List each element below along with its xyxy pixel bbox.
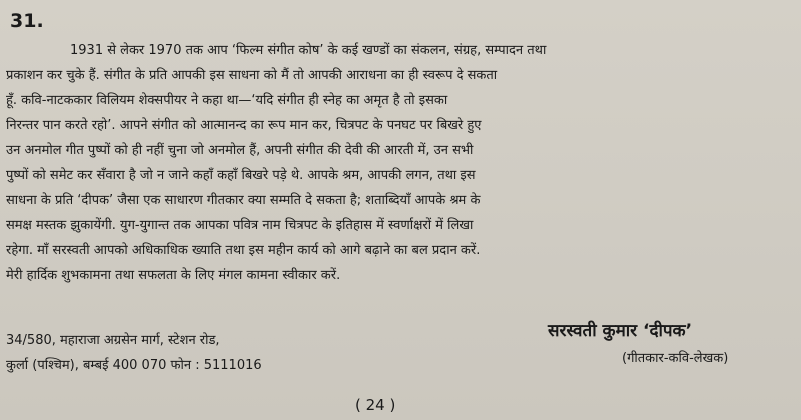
signature-role: (गीतकार-कवि-लेखक) <box>622 351 729 366</box>
letter-line: पुष्पों को समेट कर सँवारा है जो न जाने कहाँ कहाँ बिखरे पड़े थे. आपके श्रम, आपकी लगन, तथा इस <box>6 168 476 183</box>
letter-line: प्रकाशन कर चुके हैं. संगीत के प्रति आपकी इस साधना को मैं तो आपकी आराधना का ही स्वरूप दे सकता <box>6 68 498 83</box>
letter-line: साधना के प्रति ‘दीपक’ जैसा एक साधारण गीतकार क्या सम्मति दे सकता है; शताब्दियाँ आपके श्रम के <box>6 193 481 208</box>
letter-line: 1931 से लेकर 1970 तक आप ‘फिल्म संगीत कोष’ के कई खण्डों का संकलन, संग्रह, सम्पादन तथा <box>70 43 547 58</box>
address-line: कुर्ला (पश्चिम), बम्बई 400 070 फोन : 5111016 <box>6 358 262 373</box>
letter-line: हूँ. कवि-नाटककार विलियम शेक्सपीयर ने कहा था—‘यदि संगीत ही स्नेह का अमृत है तो इसका <box>6 93 448 108</box>
letter-line: उन अनमोल गीत पुष्पों को ही नहीं चुना जो अनमोल हैं, अपनी संगीत की देवी की आरती में, उन सभी <box>6 143 474 158</box>
letter-line: समक्ष मस्तक झुकायेंगी. युग-युगान्त तक आपका पवित्र नाम चित्रपट के इतिहास में स्वर्णाक्षरों में लिखा <box>6 218 474 233</box>
signature-name: सरस्वती कुमार ‘दीपक’ <box>548 321 693 341</box>
footer-page-number: ( 24 ) <box>355 396 396 414</box>
address-block <box>6 328 262 378</box>
page-number: 31. <box>10 10 44 32</box>
letter-body <box>6 38 794 288</box>
letter-line: निरन्तर पान करते रहो’. आपने संगीत को आत्मानन्द का रूप मान कर, चित्रपट के पनघट पर बिखरे हुए <box>6 118 482 133</box>
address-line: 34/580, महाराजा अग्रसेन मार्ग, स्टेशन रोड, <box>6 333 220 348</box>
letter-line: मेरी हार्दिक शुभकामना तथा सफलता के लिए मंगल कामना स्वीकार करें. <box>6 268 341 283</box>
letter-line: रहेगा. माँ सरस्वती आपको अधिकाधिक ख्याति तथा इस महीन कार्य को आगे बढ़ाने का बल प्रदान करें. <box>6 243 481 258</box>
